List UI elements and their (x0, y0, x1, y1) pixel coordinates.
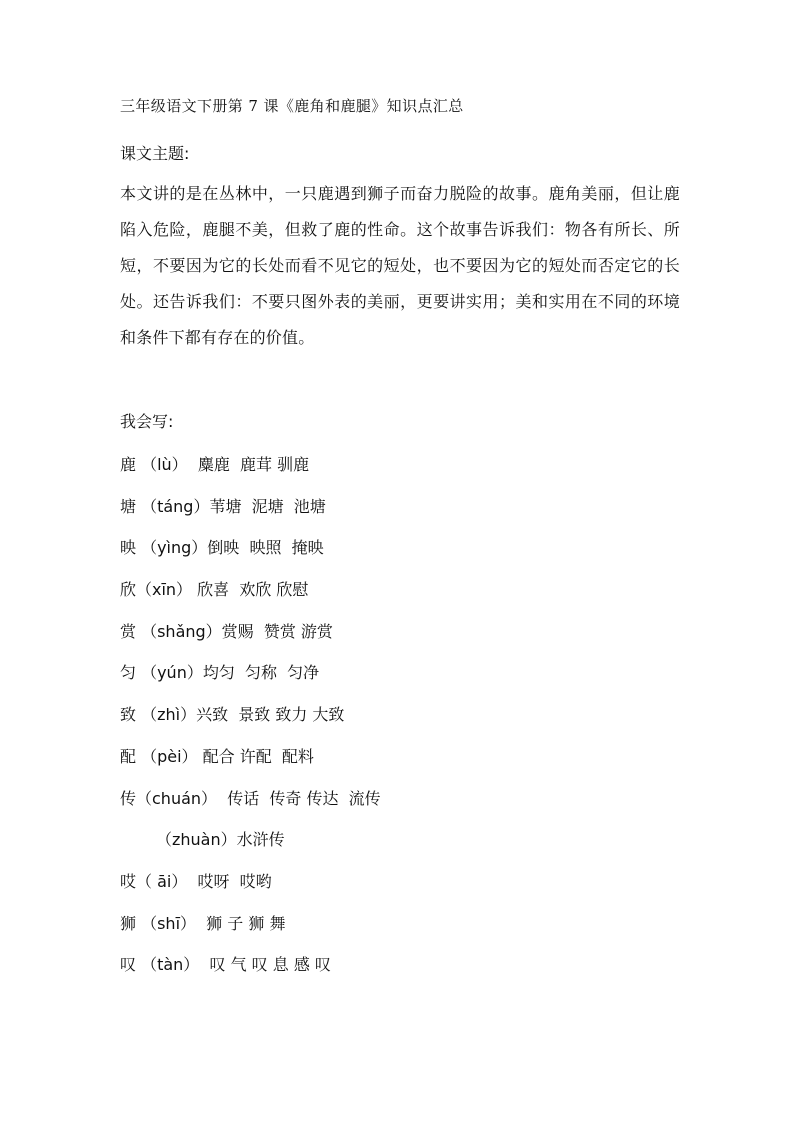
vocab-item: 叹 （tàn） 叹 气 叹 息 感 叹 (120, 955, 331, 975)
vocab-item: 塘 （táng）苇塘 泥塘 池塘 (120, 496, 326, 516)
vocab-list (120, 453, 680, 995)
theme-label: 课文主题: (120, 144, 190, 163)
vocab-item: 鹿 （lù） 麋鹿 鹿茸 驯鹿 (120, 455, 310, 474)
vocab-item: 匀 （yún）均匀 匀称 匀净 (120, 663, 320, 683)
write-label: 我会写: (120, 412, 174, 431)
vocab-item: 传（chuán） 传话 传奇 传达 流传 (120, 788, 381, 808)
vocab-item: 配 （pèi） 配合 许配 配料 (120, 746, 314, 766)
vocab-item: 赏 （shǎng）赏赐 赞赏 游赏 (120, 621, 333, 641)
vocab-item: 映 （yìng）倒映 映照 掩映 (120, 538, 324, 558)
vocab-item: 致 （zhì）兴致 景致 致力 大致 (120, 705, 345, 725)
vocab-item-alt-reading: （zhuàn）水浒传 (156, 830, 285, 850)
document-title: 三年级语文下册第 7 课《鹿角和鹿腿》知识点汇总 (120, 97, 464, 115)
theme-paragraph: 本文讲的是在丛林中，一只鹿遇到狮子而奋力脱险的故事。鹿角美丽，但让鹿陷入危险，鹿腿不美，但救了鹿的性命。这个故事告诉我们：物各有所长、所短，不要因为它的长处而看不见它的短处，也不要因为它的短处而否定它的长处。还告诉我们：不要只图外表的美丽，更要讲实用；美和实用在不同的环境和条件下都有存在的价值。 (120, 184, 680, 347)
vocab-item: 哎（ āi） 哎呀 哎哟 (120, 871, 272, 891)
vocab-item: 欣（xīn） 欣喜 欢欣 欣慰 (120, 580, 309, 600)
vocab-item: 狮 （shī） 狮 子 狮 舞 (120, 913, 286, 933)
